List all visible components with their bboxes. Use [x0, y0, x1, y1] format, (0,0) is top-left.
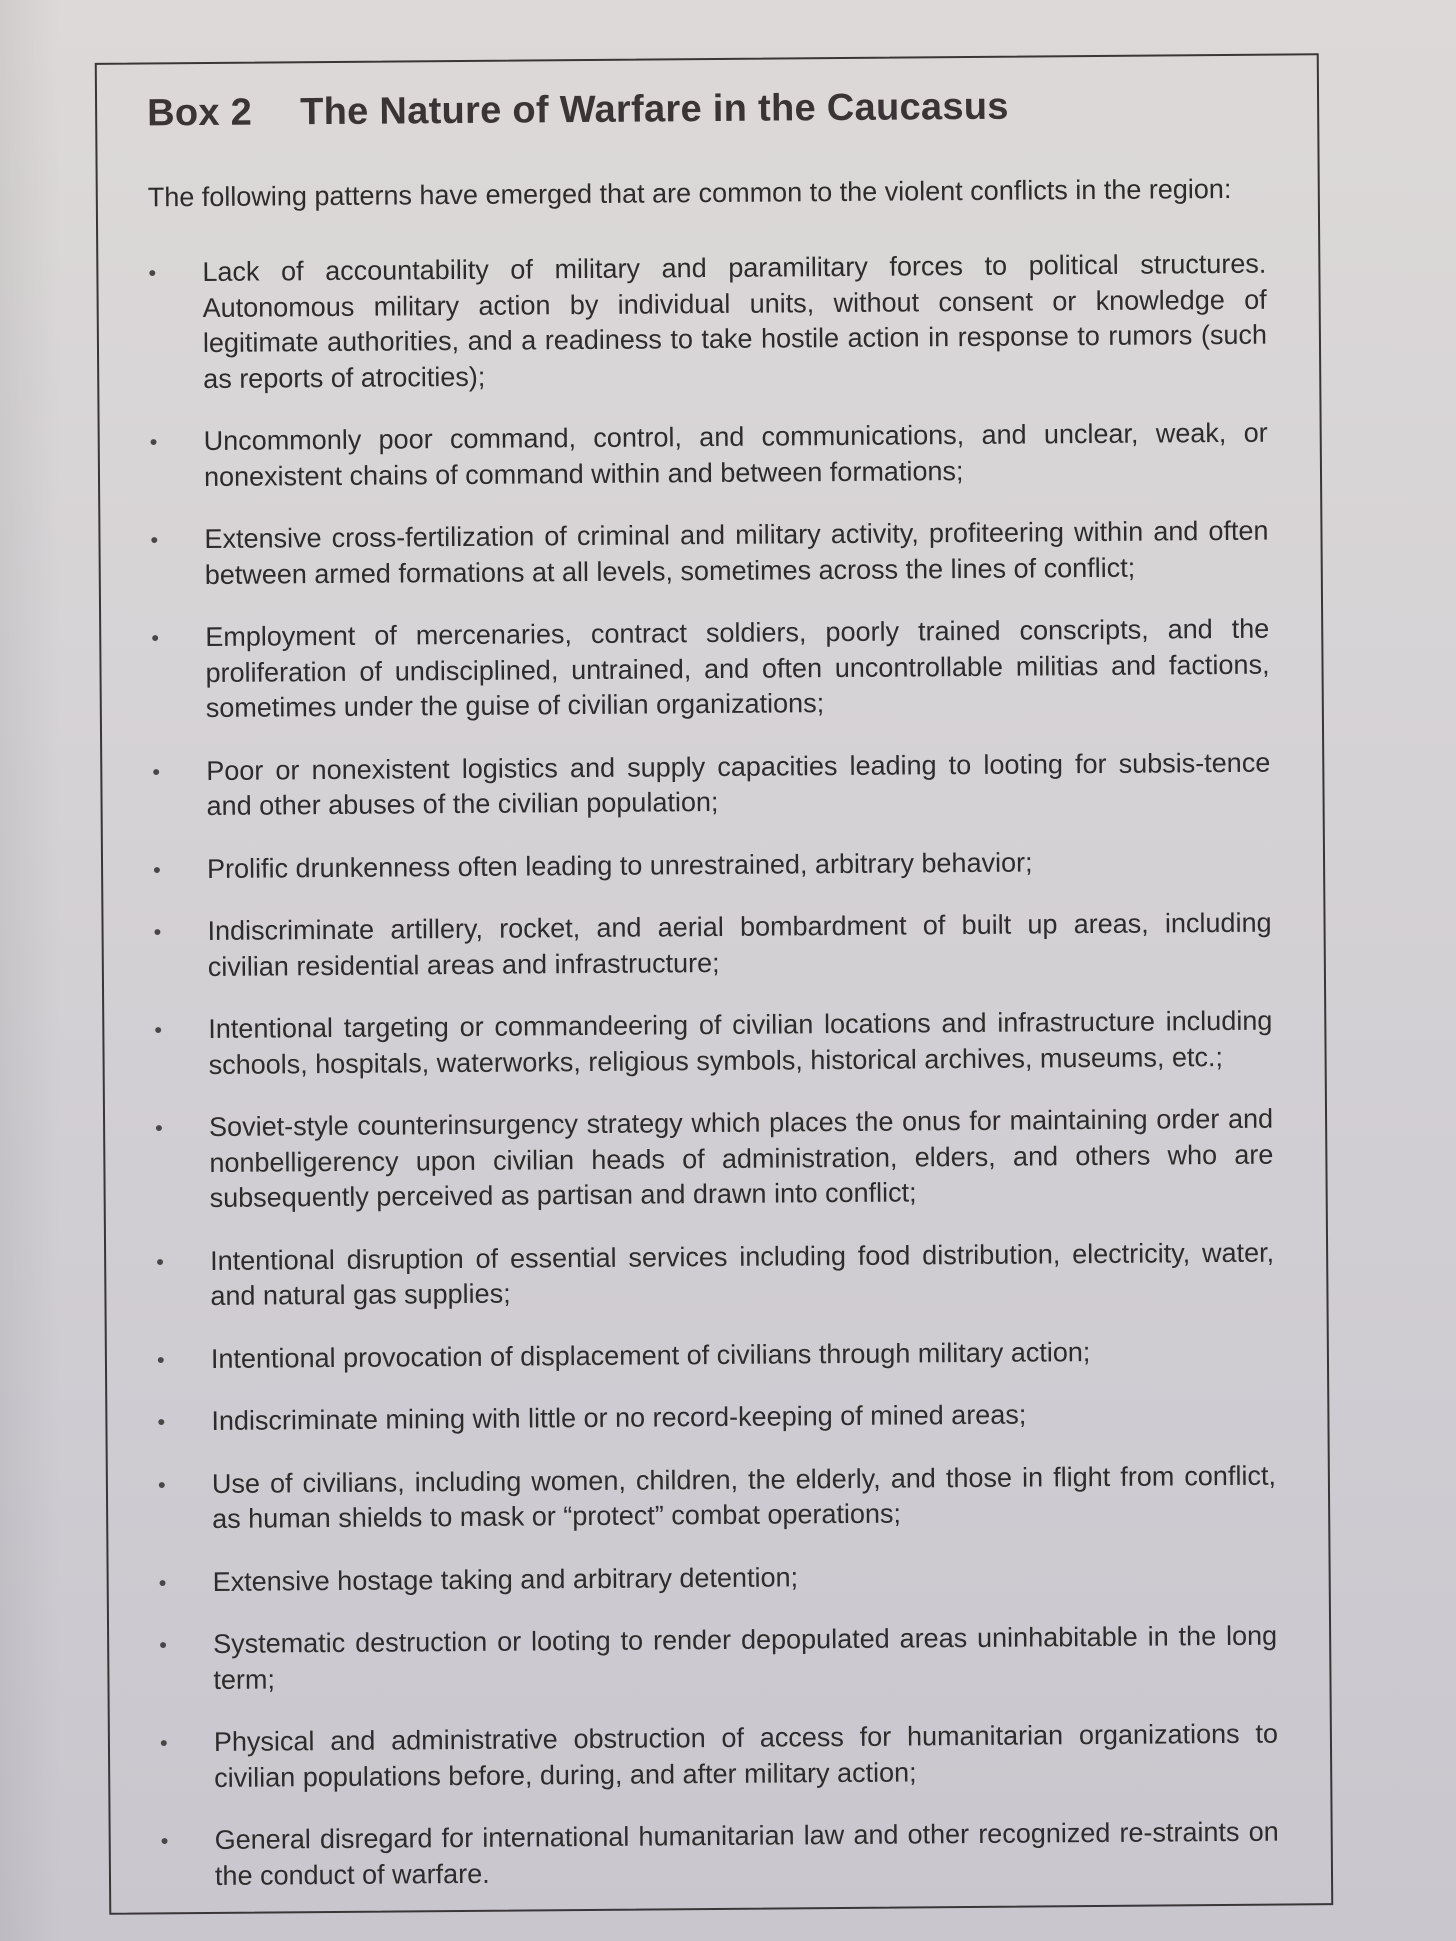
bullet-icon: • — [150, 527, 159, 553]
bullet-icon: • — [152, 758, 161, 784]
bullet-icon: • — [149, 429, 158, 455]
list-item-text: Lack of accountability of military and paramilitary forces to political structures. Autonomous military action by individual units, without consent or knowledge of legitimate authorities, and a readiness to take hostile action in response to rumors (such as reports of atrocities); — [202, 248, 1268, 394]
bullet-icon: • — [155, 1115, 163, 1141]
bullet-icon: • — [154, 1017, 163, 1043]
list-item — [160, 1717, 1279, 1797]
bullet-icon: • — [157, 1409, 166, 1435]
list-item — [158, 1458, 1277, 1538]
bullet-icon: • — [160, 1828, 169, 1854]
list-item-text: Systematic destruction or looting to render depopulated areas uninhabitable in the long term; — [213, 1620, 1278, 1695]
bullet-icon: • — [156, 1346, 165, 1372]
list-item — [151, 612, 1270, 727]
list-item-text: Prolific drunkenness often leading to unrestrained, arbitrary behavior; — [206, 846, 1033, 884]
list-item — [157, 1333, 1275, 1377]
list-item-text: Indiscriminate artillery, rocket, and aerial bombardment of built up areas, including civilian residential areas and infrastructure; — [207, 907, 1272, 982]
list-item-text: Uncommonly poor command, control, and communications, and unclear, weak, or nonexistent chains of command within and between formations; — [203, 417, 1268, 492]
list-item — [159, 1556, 1277, 1600]
list-item-text: Employment of mercenaries, contract soldiers, poorly trained conscripts, and the proliferation of undisciplined, untrained, and often uncontrollable militias and factions, sometimes under the guise of civilian organizations; — [205, 613, 1270, 723]
bullet-icon: • — [158, 1569, 167, 1595]
box-number: Box 2 — [146, 91, 253, 135]
list-item — [161, 1815, 1280, 1895]
list-item-text: Poor or nonexistent logistics and supply capacities leading to looting for subsis-tence and other abuses of the civilian population; — [206, 747, 1271, 821]
bullet-icon: • — [152, 856, 161, 882]
intro-paragraph: The following patterns have emerged that are common to the violent conflicts in the region: — [147, 173, 1232, 213]
page-shadow — [0, 0, 60, 1941]
list-item-text: Extensive cross-fertilization of criminal and military activity, profiteering within and often between armed formations at all levels, sometimes across the lines of conflict; — [204, 515, 1269, 590]
list-item-text: Soviet-style counterinsurgency strategy which places the onus for maintaining order and nonbelligerency upon civilian heads of administration, elders, and others who are subsequently perceived as partisan and drawn into conflict; — [208, 1103, 1274, 1213]
text-box — [95, 53, 1334, 1915]
list-item — [156, 1235, 1275, 1315]
list-item — [153, 843, 1271, 887]
box-heading — [147, 84, 1265, 136]
list-item-text: Indiscriminate mining with little or no record-keeping of mined areas; — [211, 1399, 1027, 1436]
bullet-icon: • — [159, 1730, 168, 1756]
bullet-icon: • — [159, 1632, 167, 1658]
list-item-text: General disregard for international humanitarian law and other recognized re-straints on the conduct of warfare. — [214, 1816, 1279, 1891]
list-item — [157, 1396, 1275, 1440]
list-item — [152, 745, 1271, 825]
list-item — [159, 1619, 1278, 1699]
patterns-list — [148, 247, 1279, 1895]
bullet-icon: • — [156, 1248, 164, 1274]
list-item — [155, 1102, 1274, 1217]
list-item-text: Physical and administrative obstruction of access for humanitarian organizations to civilian populations before, during, and after military action; — [213, 1718, 1279, 1793]
list-item-text: Intentional provocation of displacement of civilians through military action; — [210, 1336, 1091, 1374]
box-title: The Nature of Warfare in the Caucasus — [299, 85, 1009, 134]
list-item-text: Use of civilians, including women, children, the elderly, and those in flight from conflict, as human shields to mask or “protect” combat operations; — [211, 1460, 1276, 1534]
bullet-icon: • — [148, 260, 157, 286]
list-item — [153, 906, 1272, 986]
list-item — [150, 416, 1269, 496]
list-item-text: Intentional disruption of essential services including food distribution, electricity, water, and natural gas supplies; — [210, 1237, 1275, 1311]
list-item-text: Intentional targeting or commandeering of civilian locations and infrastructure including schools, hospitals, waterworks, religious symbols, historical archives, museums, etc.; — [208, 1005, 1273, 1080]
list-item — [150, 514, 1269, 594]
list-item — [154, 1004, 1273, 1084]
list-item-text: Extensive hostage taking and arbitrary detention; — [212, 1561, 799, 1597]
bullet-icon: • — [157, 1471, 166, 1497]
bullet-icon: • — [151, 625, 160, 651]
list-item — [148, 247, 1267, 398]
bullet-icon: • — [153, 919, 162, 945]
